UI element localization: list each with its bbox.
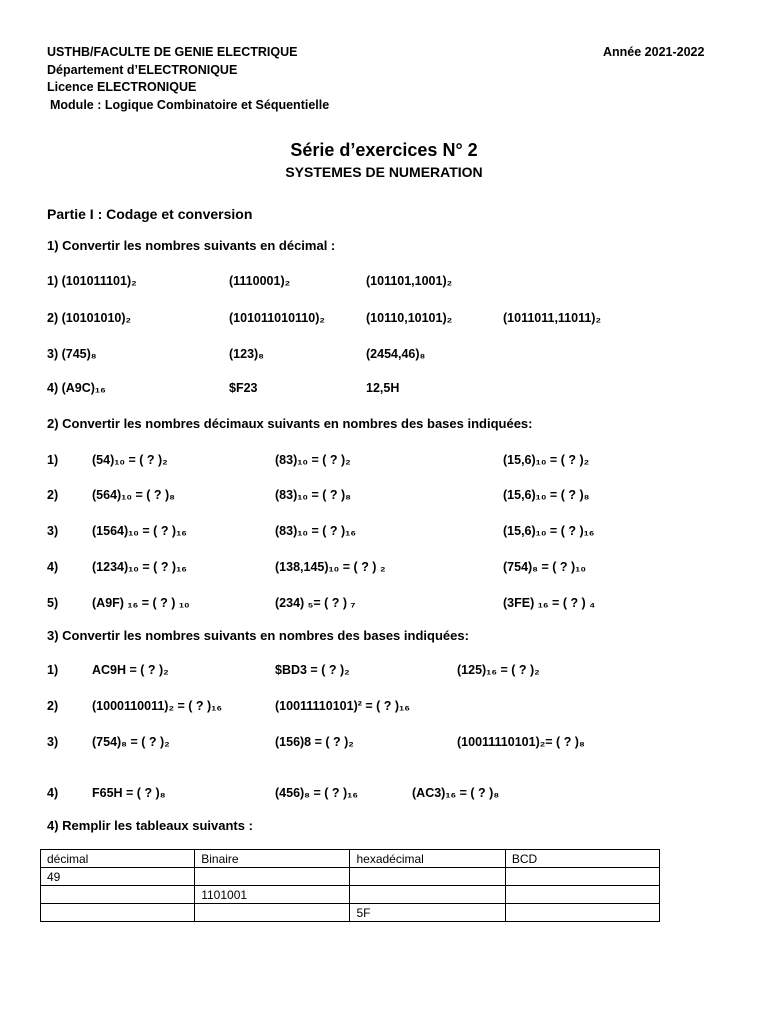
exercise-item: (1110001)₂: [229, 274, 291, 288]
exercise-item: 2) (10101010)₂: [47, 311, 132, 325]
exercise-item: (1564)₁₀ = ( ? )₁₆: [92, 524, 187, 538]
table-row: [41, 904, 660, 922]
table-cell[interactable]: 5F: [350, 904, 505, 922]
table-header-cell: Binaire: [195, 850, 350, 868]
exercise-item: 4): [47, 560, 59, 574]
exercise-item: 12,5H: [366, 381, 400, 395]
exercise-item: AC9H = ( ? )₂: [92, 663, 169, 677]
department-label: Département d’ELECTRONIQUE: [47, 63, 238, 77]
exercise-item: (101011010110)₂: [229, 311, 325, 325]
exercise-item: 1) (101011101)₂: [47, 274, 137, 288]
table-cell[interactable]: [350, 868, 505, 886]
exercise-item: (456)₈ = ( ? )₁₆: [275, 786, 359, 800]
exercise-item: (AC3)₁₆ = ( ? )₈: [412, 786, 500, 800]
question-1-heading: 1) Convertir les nombres suivants en décimal :: [47, 238, 336, 253]
exercise-item: (125)₁₆ = ( ? )₂: [457, 663, 540, 677]
table-cell[interactable]: [41, 886, 195, 904]
exercise-item: (754)₈ = ( ? )₁₀: [503, 560, 586, 574]
exercise-item: (2454,46)₈: [366, 347, 426, 361]
exercise-item: 3) (745)₈: [47, 347, 97, 361]
exercise-item: 1): [47, 663, 59, 677]
question-3-heading: 3) Convertir les nombres suivants en nombres des bases indiquées:: [47, 628, 469, 643]
question-2-heading: 2) Convertir les nombres décimaux suivants en nombres des bases indiquées:: [47, 416, 533, 431]
table-cell[interactable]: [195, 904, 350, 922]
exercise-item: (234) ₅= ( ? ) ₇: [275, 596, 356, 610]
licence-label: Licence ELECTRONIQUE: [47, 80, 197, 94]
exercise-item: 2): [47, 488, 59, 502]
table-cell[interactable]: [505, 886, 659, 904]
table-row: [41, 886, 660, 904]
exercise-item: (138,145)₁₀ = ( ? ) ₂: [275, 560, 386, 574]
exercise-item: (A9F) ₁₆ = ( ? ) ₁₀: [92, 596, 190, 610]
exercise-item: 4): [47, 786, 59, 800]
exercise-item: (15,6)₁₀ = ( ? )₂: [503, 453, 590, 467]
exercise-item: (83)₁₀ = ( ? )₂: [275, 453, 351, 467]
exercise-item: (123)₈: [229, 347, 265, 361]
year-label: Année 2021-2022: [603, 45, 705, 59]
exercise-item: (10011110101)₂= ( ? )₈: [457, 735, 585, 749]
exercise-item: $BD3 = ( ? )₂: [275, 663, 350, 677]
exercise-item: 4) (A9C)₁₆: [47, 381, 106, 395]
exercise-item: (1234)₁₀ = ( ? )₁₆: [92, 560, 187, 574]
table-cell[interactable]: [41, 904, 195, 922]
exercise-item: (101101,1001)₂: [366, 274, 453, 288]
module-label: Module : Logique Combinatoire et Séquentielle: [50, 98, 330, 112]
exercise-item: $F23: [229, 381, 258, 395]
table-cell[interactable]: 1101001: [195, 886, 350, 904]
exercise-item: (83)₁₀ = ( ? )₁₆: [275, 524, 357, 538]
page-title: Série d’exercices N° 2: [290, 140, 478, 160]
conversion-table: [40, 849, 660, 922]
exercise-item: F65H = ( ? )₈: [92, 786, 166, 800]
question-4-heading: 4) Remplir les tableaux suivants :: [47, 818, 253, 833]
exercise-item: (1011011,11011)₂: [503, 311, 602, 325]
table-header-cell: BCD: [505, 850, 659, 868]
page-subtitle: SYSTEMES DE NUMERATION: [285, 164, 483, 180]
institution-label: USTHB/FACULTE DE GENIE ELECTRIQUE: [47, 45, 298, 59]
exercise-item: 2): [47, 699, 59, 713]
exercise-item: (83)₁₀ = ( ? )₈: [275, 488, 352, 502]
exercise-item: (10110,10101)₂: [366, 311, 453, 325]
exercise-item: 1): [47, 453, 59, 467]
table-cell[interactable]: [195, 868, 350, 886]
part-heading: Partie I : Codage et conversion: [47, 206, 253, 222]
exercise-item: 3): [47, 524, 59, 538]
exercise-item: (15,6)₁₀ = ( ? )₁₆: [503, 524, 595, 538]
table-cell[interactable]: [505, 868, 659, 886]
exercise-item: (156)8 = ( ? )₂: [275, 735, 354, 749]
table-header-row: [41, 850, 660, 868]
exercise-item: (10011110101)² = ( ? )₁₆: [275, 699, 410, 713]
exercise-item: (54)₁₀ = ( ? )₂: [92, 453, 168, 467]
exercise-item: 5): [47, 596, 59, 610]
exercise-item: 3): [47, 735, 59, 749]
exercise-item: (1000110011)₂ = ( ? )₁₆: [92, 699, 223, 713]
table-header-cell: hexadécimal: [350, 850, 505, 868]
table-cell[interactable]: 49: [41, 868, 195, 886]
exercise-item: (3FE) ₁₆ = ( ? ) ₄: [503, 596, 596, 610]
exercise-item: (564)₁₀ = ( ? )₈: [92, 488, 175, 502]
exercise-item: (754)₈ = ( ? )₂: [92, 735, 170, 749]
table-cell[interactable]: [505, 904, 659, 922]
table-cell[interactable]: [350, 886, 505, 904]
table-row: [41, 868, 660, 886]
table-header-cell: décimal: [41, 850, 195, 868]
exercise-item: (15,6)₁₀ = ( ? )₈: [503, 488, 590, 502]
